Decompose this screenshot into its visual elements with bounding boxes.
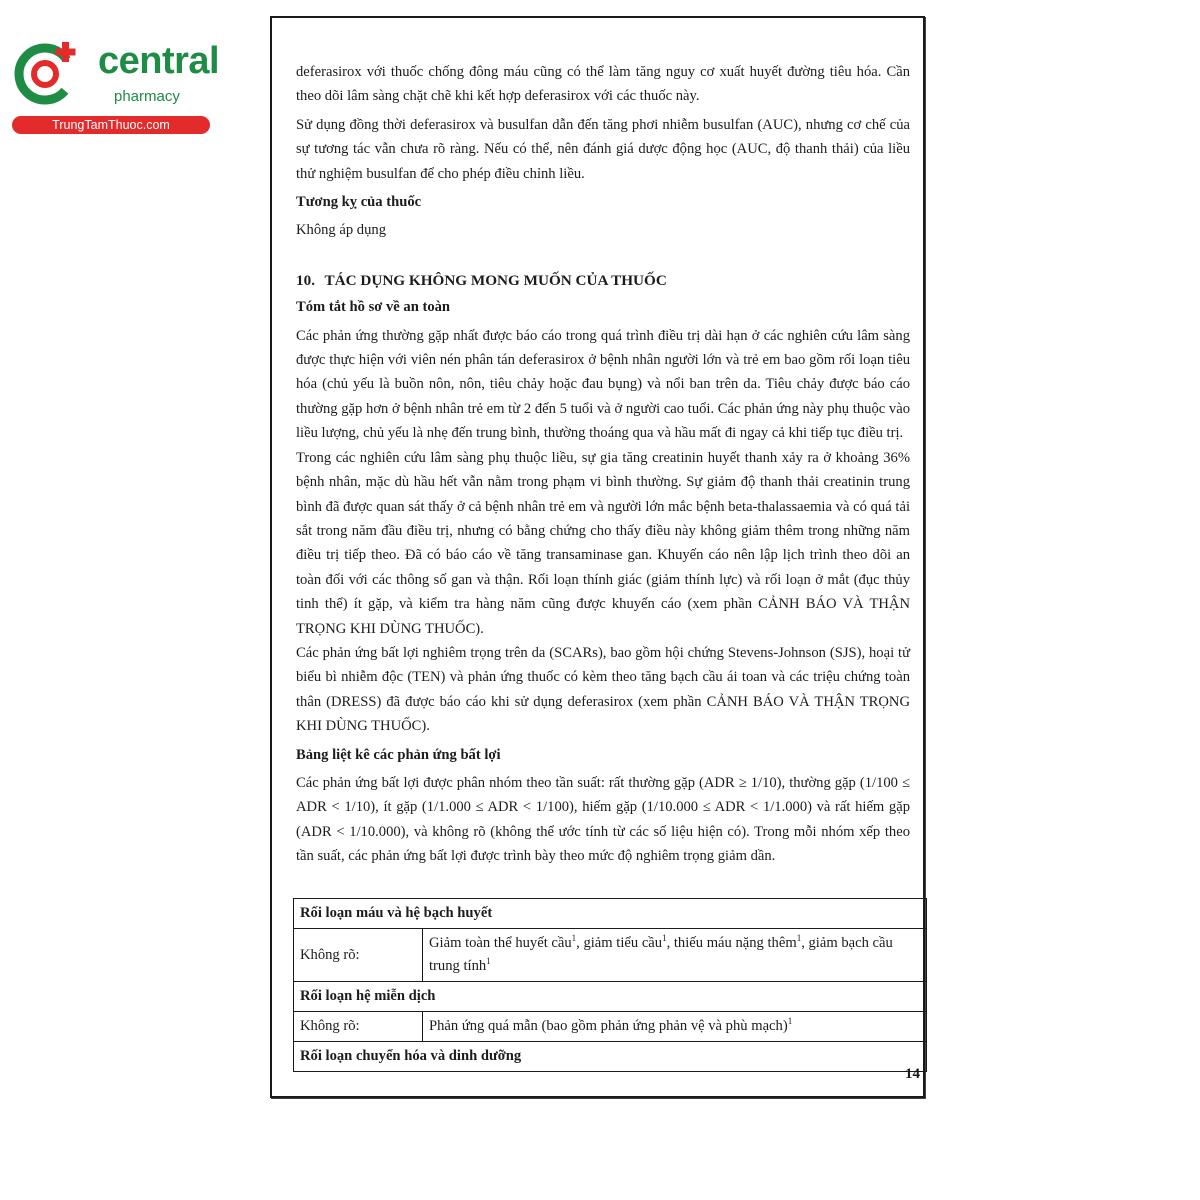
section-title: TÁC DỤNG KHÔNG MONG MUỐN CỦA THUỐC (324, 271, 667, 289)
logo-name: central (98, 40, 220, 82)
interaction-paragraph-2: Sử dụng đồng thời deferasirox và busulfan dẫn đến tăng phơi nhiễm busulfan (AUC), nhưng cơ chế của sự tương tác vẫn chưa rõ ràng. Nếu có thể, nên đánh giá dược động học (AUC, độ thanh thải) của liều thử nghiệm busulfan để cho phép điều chỉnh liều. (296, 116, 910, 182)
interaction-paragraph-1: deferasirox với thuốc chống đông máu cũng có thể làm tăng nguy cơ xuất huyết đường tiêu hóa. Cần theo dõi lâm sàng chặt chẽ khi kết hợp deferasirox với các thuốc này. (296, 64, 910, 105)
table-group-metabolism: Rối loạn chuyển hóa và dinh dưỡng (294, 1042, 927, 1072)
central-pharmacy-logo (12, 38, 222, 138)
table-freq-cell: Không rõ: (294, 929, 423, 982)
central-pharmacy-logo-icon (12, 38, 82, 108)
page-number: 14 (905, 1066, 920, 1082)
safety-paragraph-3: Các phản ứng bất lợi nghiêm trọng trên da (SCARs), bao gồm hội chứng Stevens-Johnson (SJS), hoại tử biểu bì nhiễm độc (TEN) và phản ứng thuốc có kèm theo tăng bạch cầu ái toan và các triệu chứng toàn thân (DRESS) đã được báo cáo khi sử dụng deferasirox (xem phần CẢNH BÁO VÀ THẬN TRỌNG KHI DÙNG THUỐC). (296, 644, 910, 735)
table-group-blood: Rối loạn máu và hệ bạch huyết (294, 899, 927, 929)
adr-table (293, 898, 927, 1072)
table-reaction-cell: Phản ứng quá mẫn (bao gồm phản ứng phản vệ và phù mạch)$^1$ (423, 1012, 927, 1042)
page-content (296, 60, 910, 869)
logo-subtitle: pharmacy (114, 88, 180, 105)
compatibility-text: Không áp dụng (296, 222, 386, 239)
table-row (294, 1012, 927, 1042)
table-row (294, 982, 927, 1012)
safety-paragraph-2: Trong các nghiên cứu lâm sàng phụ thuộc liều, sự gia tăng creatinin huyết thanh xảy ra ở khoảng 36% bệnh nhân, mặc dù hầu hết vẫn nằm trong phạm vi bình thường. Sự giảm độ thanh thải creatinin trung bình đã được quan sát thấy ở cả bệnh nhân trẻ em và người lớn mắc bệnh beta-thalassaemia và có quá tải sắt trong năm đầu điều trị, nhưng có bằng chứng cho thấy điều này không giảm thêm trong những năm điều trị tiếp theo. Đã có báo cáo về tăng transaminase gan. Khuyến cáo nên lập lịch trình theo dõi an toàn đối với các thông số gan và thận. Rối loạn thính giác (giảm thính lực) và rối loạn ở mắt (đục thủy tinh thể) ít gặp, và kiểm tra hàng năm cũng được khuyến cáo (xem phần CẢNH BÁO VÀ THẬN TRỌNG KHI DÙNG THUỐC). (296, 449, 910, 637)
table-row (294, 929, 927, 982)
safety-summary-heading: Tóm tắt hồ sơ về an toàn (296, 299, 451, 316)
table-reaction-cell: Giảm toàn thể huyết cầu$^1$, giảm tiểu cầu$^1$, thiếu máu nặng thêm$^1$, giảm bạch cầu trung tính$^1$ (423, 929, 927, 982)
table-group-immune: Rối loạn hệ miễn dịch (294, 982, 927, 1012)
adr-intro-paragraph: Các phản ứng bất lợi được phân nhóm theo tần suất: rất thường gặp (ADR ≥ 1/10), thường gặp (1/100 ≤ ADR < 1/10), ít gặp (1/1.000 ≤ ADR < 1/100), hiếm gặp (1/10.000 ≤ ADR < 1/1.000) và rất hiếm gặp (ADR < 1/10.000), và không rõ (không thể ước tính từ các số liệu hiện có). Trong mỗi nhóm xếp theo tần suất, các phản ứng bất lợi được trình bày theo mức độ nghiêm trọng giảm dần. (296, 774, 910, 865)
safety-paragraph-1: Các phản ứng thường gặp nhất được báo cáo trong quá trình điều trị dài hạn ở các nghiên cứu lâm sàng được thực hiện với viên nén phân tán deferasirox ở bệnh nhân người lớn và trẻ em bao gồm rối loạn tiêu hóa (chủ yếu là buồn nôn, nôn, tiêu chảy hoặc đau bụng) và nổi ban trên da. Tiêu chảy được báo cáo thường gặp hơn ở bệnh nhân trẻ em từ 2 đến 5 tuổi và ở người cao tuổi. Các phản ứng này phụ thuộc vào liều lượng, chủ yếu là nhẹ đến trung bình, thường thoáng qua và hầu mất đi ngay cả khi tiếp tục điều trị. (296, 327, 910, 442)
logo-website: TrungTamThuoc.com (12, 116, 210, 134)
compatibility-heading: Tương kỵ của thuốc (296, 194, 422, 211)
adr-list-heading: Bảng liệt kê các phản ứng bất lợi (296, 746, 501, 763)
section-heading (296, 269, 910, 293)
table-row (294, 899, 927, 929)
table-row (294, 1042, 927, 1072)
section-number: 10. (296, 271, 315, 289)
table-freq-cell: Không rõ: (294, 1012, 423, 1042)
